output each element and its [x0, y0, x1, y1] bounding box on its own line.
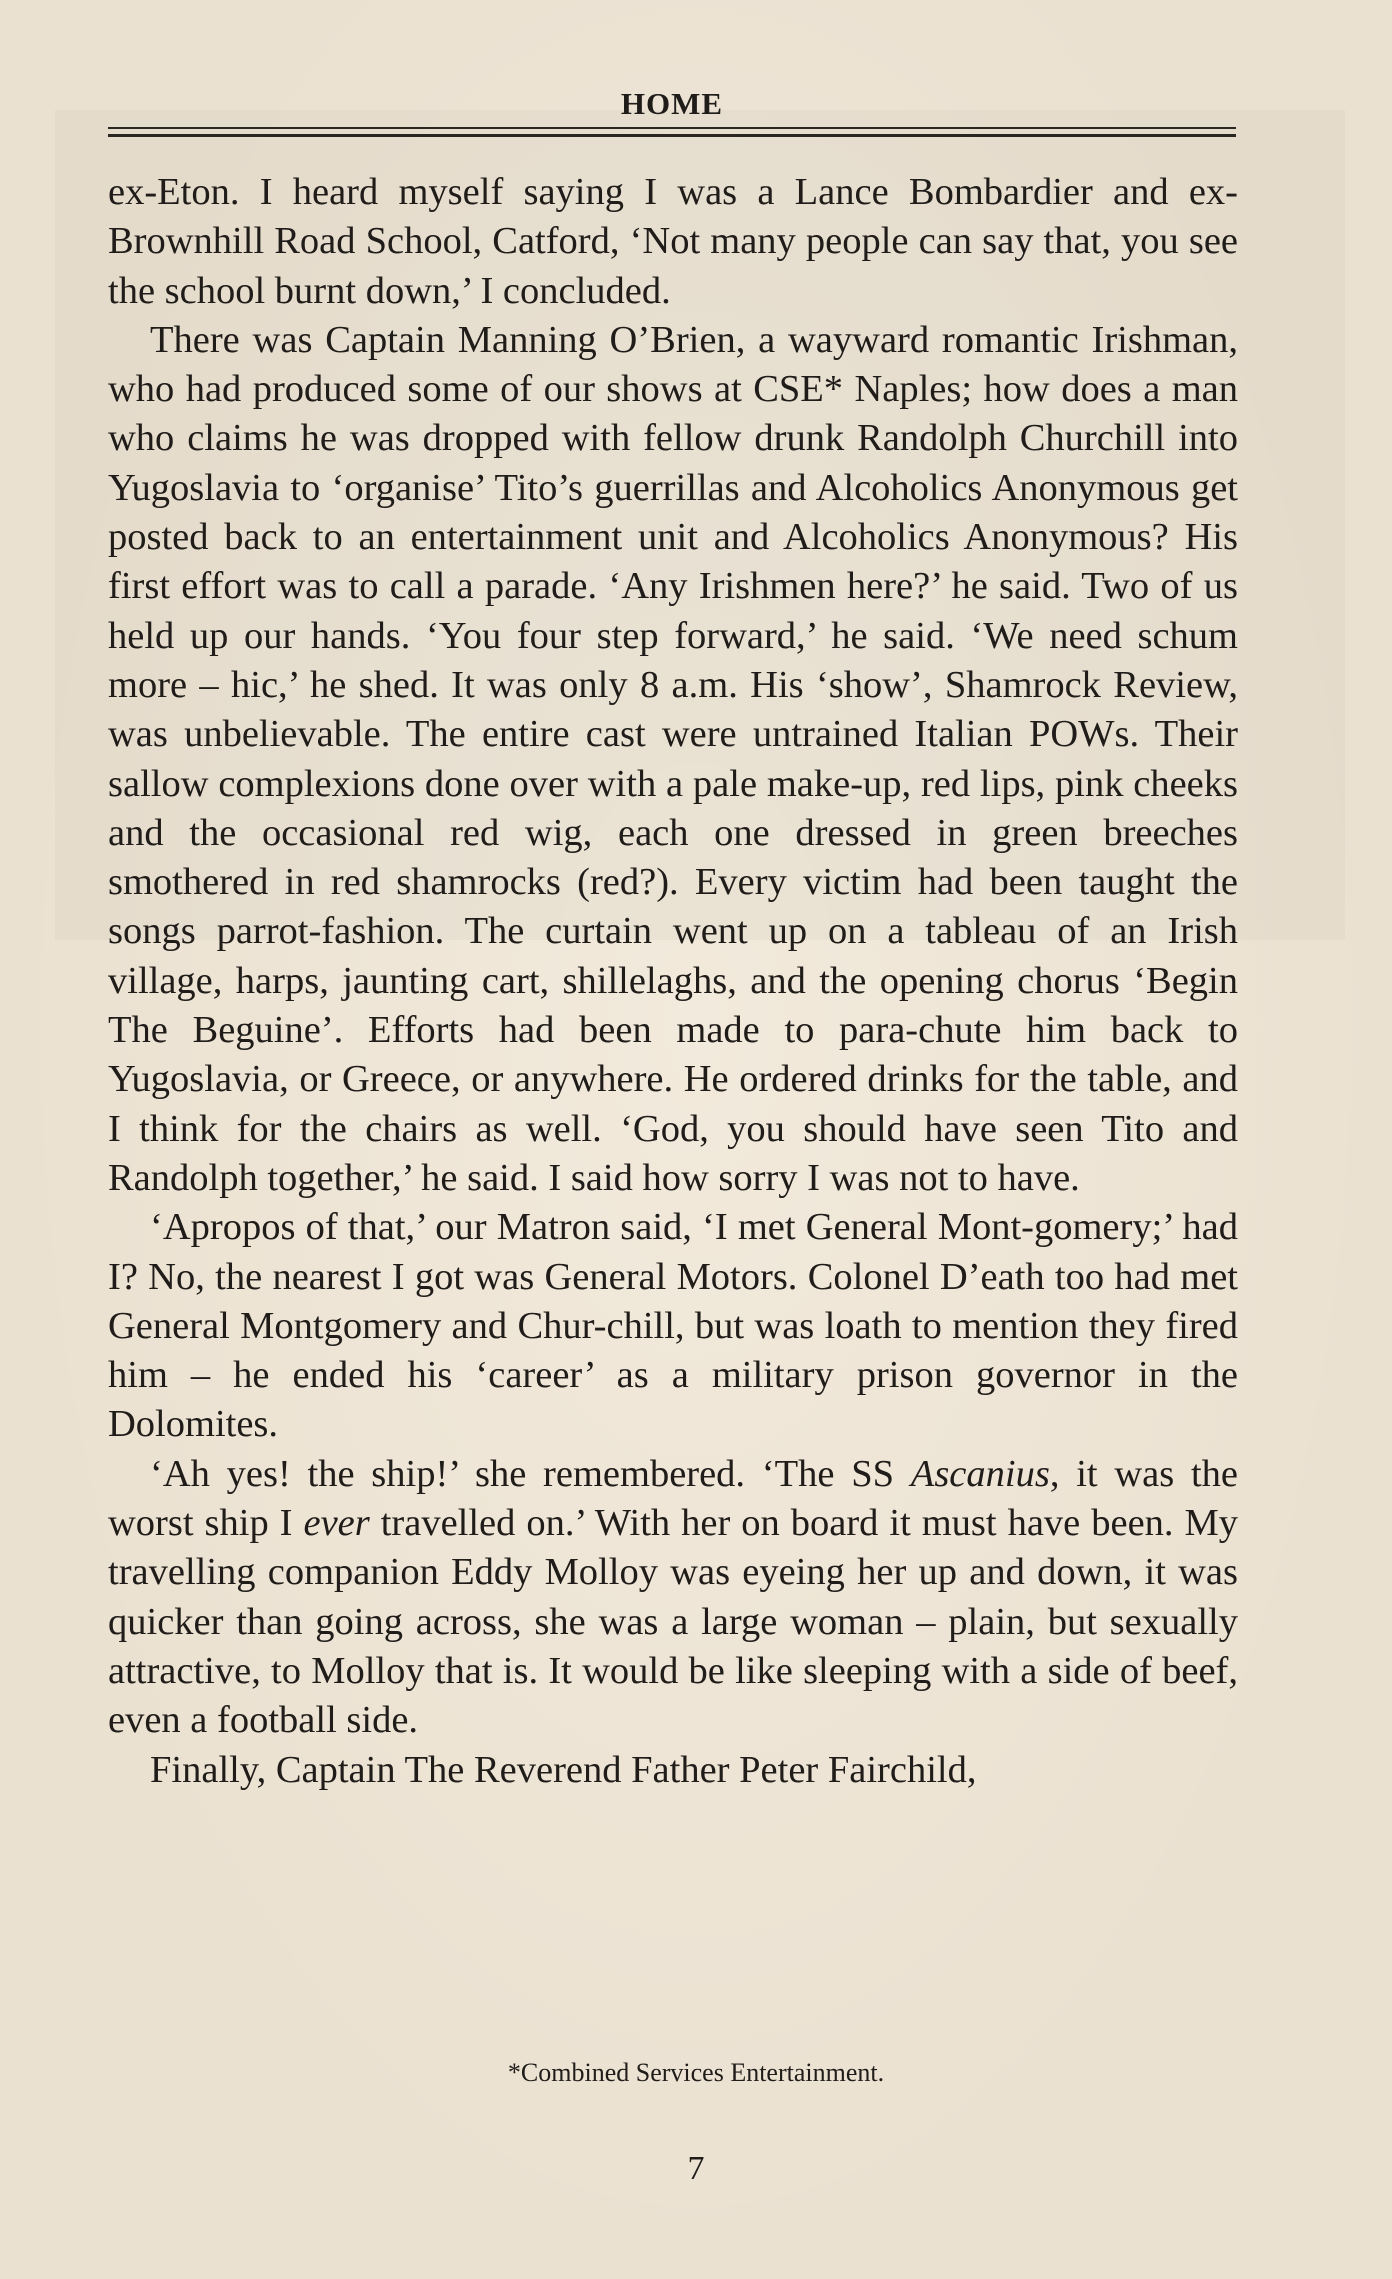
header-rule-thick — [108, 134, 1236, 137]
page-number: 7 — [687, 2150, 705, 2187]
ever-italic: ever — [303, 1502, 370, 1545]
ship-name-italic: Ascanius — [910, 1452, 1050, 1495]
paragraph-4-part-1: ‘Ah yes! the ship!’ she remembered. ‘The SS — [150, 1452, 911, 1495]
body-text — [108, 168, 1238, 1795]
footnote: *Combined Services Entertainment. — [507, 2058, 885, 2087]
paragraph-4-part-3: travelled on.’ With her on board it must have been. My travelling companion Eddy Molloy was eyeing her up and down, it was quicker than going across, she was a large woman – plain, but sexually attractive, to Molloy that is. It would be like sleeping with a side of beef, even a football side. — [108, 1502, 1238, 1742]
header-rule-thin — [108, 127, 1236, 129]
paragraph-1: ex-Eton. I heard myself saying I was a Lance Bombardier and ex-Brownhill Road School, Catford, ‘Not many people can say that, you see the school burnt down,’ I concluded. — [108, 171, 1238, 312]
running-head: HOME — [620, 86, 724, 121]
paragraph-2: There was Captain Manning O’Brien, a wayward romantic Irishman, who had produced some of our shows at CSE* Naples; how does a man who claims he was dropped with fellow drunk Randolph Churchill into Yugoslavia to ‘organise’ Tito’s guerrillas and Alcoholics Anonymous get posted back to an entertainment unit and Alcoholics Anonymous? His first effort was to call a parade. ‘Any Irishmen here?’ he said. Two of us held up our hands. ‘You four step forward,’ he said. ‘We need schum more – hic,’ he shed. It was only 8 a.m. His ‘show’, Shamrock Review, was unbelievable. The entire cast were untrained Italian POWs. Their sallow complexions done over with a pale make-up, red lips, pink cheeks and the occasional red wig, each one dressed in green breeches smothered in red shamrocks (red?). Every victim had been taught the songs parrot-fashion. The curtain went up on a tableau of an Irish village, harps, jaunting cart, shillelaghs, and the opening chorus ‘Begin The Beguine’. Efforts had been made to para-chute him back to Yugoslavia, or Greece, or anywhere. He ordered drinks for the table, and I think for the chairs as well. ‘God, you should have seen Tito and Randolph together,’ he said. I said how sorry I was not to have. — [108, 318, 1238, 1199]
paragraph-4-part-2: , it was the worst ship I — [108, 1452, 1238, 1545]
paragraph-5: Finally, Captain The Reverend Father Peter Fairchild, — [150, 1748, 977, 1791]
paragraph-4 — [108, 1450, 1238, 1746]
paragraph-3: ‘Apropos of that,’ our Matron said, ‘I met General Mont-gomery;’ had I? No, the nearest I got was General Motors. Colonel D’eath too had met General Montgomery and Chur-chill, but was loath to mention they fired him – he ended his ‘career’ as a military prison governor in the Dolomites. — [108, 1206, 1238, 1446]
